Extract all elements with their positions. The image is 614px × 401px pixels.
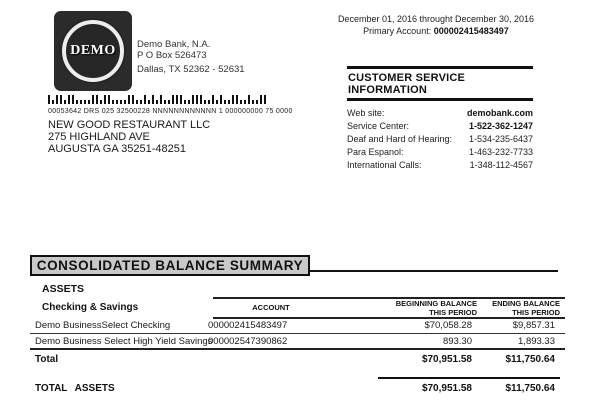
barcode-bar: [124, 100, 126, 105]
bank-logo-text: DEMO: [70, 43, 116, 58]
barcode-bar: [180, 95, 182, 104]
column-header-ending-balance: ENDING BALANCE THIS PERIOD: [492, 299, 560, 317]
barcode-bar: [240, 100, 242, 105]
ending-balance: 1,893.33: [518, 335, 555, 347]
barcode-bar: [152, 95, 154, 104]
total-row: [30, 350, 565, 369]
barcode-bar: [196, 95, 198, 104]
statement-period-block: [330, 13, 542, 37]
barcode-bar: [200, 95, 202, 104]
barcode-bar: [144, 95, 146, 104]
total-assets-label: TOTAL ASSETS: [35, 383, 115, 394]
bank-city: Dallas, TX 52362 - 52631: [137, 64, 245, 75]
barcode-bar: [192, 95, 194, 104]
barcode-bar: [252, 100, 254, 105]
customer-service-row: [347, 107, 533, 120]
barcode-bar: [60, 95, 62, 104]
barcode-bar: [188, 100, 190, 105]
cs-label: Para Espanol:: [347, 147, 404, 157]
primary-account-label: Primary Account:: [363, 26, 432, 36]
mail-routing-code: 00053642 DRS 025 32500228 NNNNNNNNNNNN 1 000000000 75 0000: [48, 108, 293, 115]
table-row: [30, 334, 565, 350]
recipient-address-block: [48, 95, 293, 155]
barcode-bar: [164, 100, 166, 105]
postal-barcode: [48, 95, 293, 104]
barcode-bar: [80, 100, 82, 105]
barcode-bar: [92, 95, 94, 104]
recipient-city: AUGUSTA GA 35251-48251: [48, 143, 186, 155]
cs-label: Web site:: [347, 108, 385, 118]
barcode-bar: [244, 100, 246, 105]
barcode-bar: [68, 95, 70, 104]
barcode-bar: [212, 95, 214, 104]
divider: [310, 270, 558, 272]
barcode-bar: [116, 100, 118, 105]
total-beginning-balance: $70,951.58: [421, 354, 472, 365]
barcode-bar: [48, 95, 50, 104]
consolidated-balance-summary-title: CONSOLIDATED BALANCE SUMMARY: [30, 255, 310, 276]
barcode-bar: [216, 100, 218, 105]
barcode-bar: [128, 95, 130, 104]
column-header-beginning-balance: BEGINNING BALANCE THIS PERIOD: [395, 299, 477, 317]
beginning-balance: $70,058.28: [424, 320, 472, 331]
balance-table: [30, 318, 565, 369]
barcode-bar: [168, 100, 170, 105]
account-number: 000002547390862: [208, 335, 288, 347]
cs-label: Deaf and Hard of Hearing:: [347, 134, 453, 144]
assets-heading: ASSETS: [42, 283, 85, 295]
barcode-bar: [96, 95, 98, 104]
customer-service-row: [347, 133, 533, 146]
barcode-bar: [172, 95, 174, 104]
barcode-bar: [84, 100, 86, 105]
barcode-bar: [88, 100, 90, 105]
column-header-account: ACCOUNT: [252, 303, 290, 312]
total-label: Total: [35, 354, 59, 365]
barcode-bar: [248, 95, 250, 104]
recipient-street: 275 HIGHLAND AVE: [48, 131, 150, 143]
barcode-bar: [232, 95, 234, 104]
customer-service-rows: [347, 107, 533, 172]
barcode-bar: [224, 100, 226, 105]
customer-service-row: [347, 120, 533, 133]
bank-po-box: P O Box 526473: [137, 50, 207, 61]
checking-savings-heading: Checking & Savings: [42, 302, 139, 313]
bank-logo-ring: [62, 20, 124, 82]
barcode-bar: [204, 100, 206, 105]
divider: [347, 98, 533, 101]
customer-service-title: CUSTOMER SERVICE INFORMATION: [348, 72, 466, 96]
barcode-bar: [148, 100, 150, 105]
statement-period: December 01, 2016 throught December 30, 2016: [337, 14, 535, 24]
barcode-bar: [236, 95, 238, 104]
customer-service-row: [347, 159, 533, 172]
barcode-bar: [64, 100, 66, 105]
recipient-name: NEW GOOD RESTAURANT LLC: [48, 119, 211, 131]
cs-value: 1-463-232-7733: [468, 147, 533, 157]
total-assets-beginning-balance: $70,951.58: [421, 383, 472, 394]
cs-value: 1-522-362-1247: [468, 121, 533, 131]
bank-name: Demo Bank, N.A.: [137, 39, 211, 50]
barcode-bar: [100, 100, 102, 105]
cs-label: International Calls:: [347, 160, 422, 170]
barcode-bar: [176, 95, 178, 104]
account-number: 000002415483497: [208, 320, 288, 331]
barcode-bar: [156, 100, 158, 105]
barcode-bar: [220, 95, 222, 104]
bank-address-block: [137, 39, 245, 75]
barcode-bar: [52, 100, 54, 105]
barcode-bar: [104, 95, 106, 104]
barcode-bar: [136, 100, 138, 105]
divider: [378, 377, 560, 379]
total-assets-row: [30, 383, 565, 394]
barcode-bar: [264, 95, 266, 104]
barcode-bar: [184, 100, 186, 105]
primary-account-number: 000002415483497: [433, 26, 509, 36]
barcode-bar: [112, 100, 114, 105]
barcode-bar: [76, 100, 78, 105]
table-row: [30, 318, 565, 334]
barcode-bar: [160, 95, 162, 104]
barcode-bar: [132, 95, 134, 104]
barcode-bar: [208, 100, 210, 105]
customer-service-row: [347, 146, 533, 159]
cs-value: demobank.com: [466, 108, 533, 118]
cs-value: 1-534-235-6437: [468, 134, 533, 144]
account-name: Demo Business Select High Yield Savings: [35, 335, 213, 347]
primary-account-line: [330, 25, 542, 37]
barcode-bar: [108, 95, 110, 104]
barcode-bar: [56, 95, 58, 104]
account-name: Demo BusinessSelect Checking: [35, 320, 171, 331]
ending-balance: $9,857.31: [512, 320, 555, 331]
customer-service-section: [347, 66, 533, 172]
barcode-bar: [260, 95, 262, 104]
barcode-bar: [140, 100, 142, 105]
bank-logo: [54, 11, 132, 91]
cs-label: Service Center:: [347, 121, 410, 131]
barcode-bar: [120, 100, 122, 105]
beginning-balance: 893.30: [442, 335, 472, 347]
cs-value: 1-348-112-4567: [469, 160, 533, 170]
total-ending-balance: $11,750.64: [505, 354, 555, 365]
barcode-bar: [228, 100, 230, 105]
total-assets-ending-balance: $11,750.64: [505, 383, 555, 394]
barcode-bar: [72, 95, 74, 104]
barcode-bar: [256, 100, 258, 105]
